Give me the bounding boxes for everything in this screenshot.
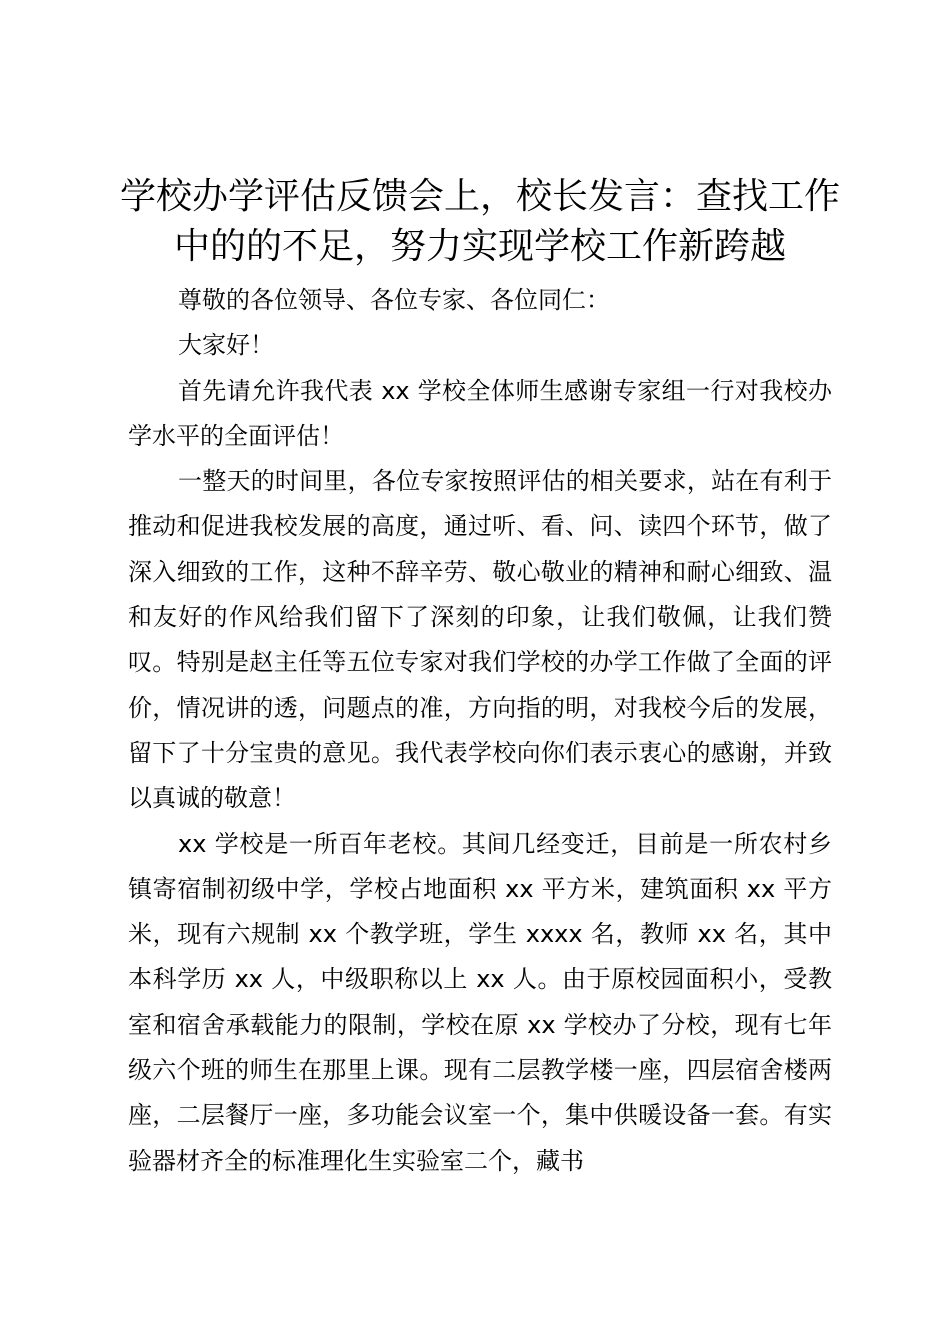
greeting: 大家好！ <box>178 331 274 360</box>
salutation: 尊敬的各位领导、各位专家、各位同仁： <box>178 286 610 314</box>
document-title: 学校办学评估反馈会上，校长发言：查找工作中的的不足，努力实现学校工作新跨越 <box>119 176 840 267</box>
document-body <box>128 278 832 1184</box>
paragraph-school-overview: xx 学校是一所百年老校。其间几经变迁，目前是一所农村乡镇寄宿制初级中学，学校占地面积 xx 平方米，建筑面积 xx 平方米，现有六规制 xx 个教学班，学生 xxxx 名，教师 xx 名，其中本科学历 xx 人，中级职称以上 xx 人。由于原校园面积小，受教室和宿舍承载能力的限制，学校在原 xx 学校办了分校，现有七年级六个班的师生在那里上课。现有二层教学楼一座，四层宿舍楼两座，二层餐厅一座，多功能会议室一个，集中供暖设备一套。有实验器材齐全的标准理化生实验室二个，藏书 <box>128 829 832 1175</box>
paragraph-evaluation: 一整天的时间里，各位专家按照评估的相关要求，站在有利于推动和促进我校发展的高度，通过听、看、问、读四个环节，做了深入细致的工作，这种不辞辛劳、敬心敬业的精神和耐心细致、温和友好的作风给我们留下了深刻的印象，让我们敬佩，让我们赞叹。特别是赵主任等五位专家对我们学校的办学工作做了全面的评价，情况讲的透，问题点的准，方向指的明，对我校今后的发展，留下了十分宝贵的意见。我代表学校向你们表示衷心的感谢，并致以真诚的敬意！ <box>128 467 832 813</box>
paragraph-thanks: 首先请允许我代表 xx 学校全体师生感谢专家组一行对我校办学水平的全面评估！ <box>128 376 832 450</box>
